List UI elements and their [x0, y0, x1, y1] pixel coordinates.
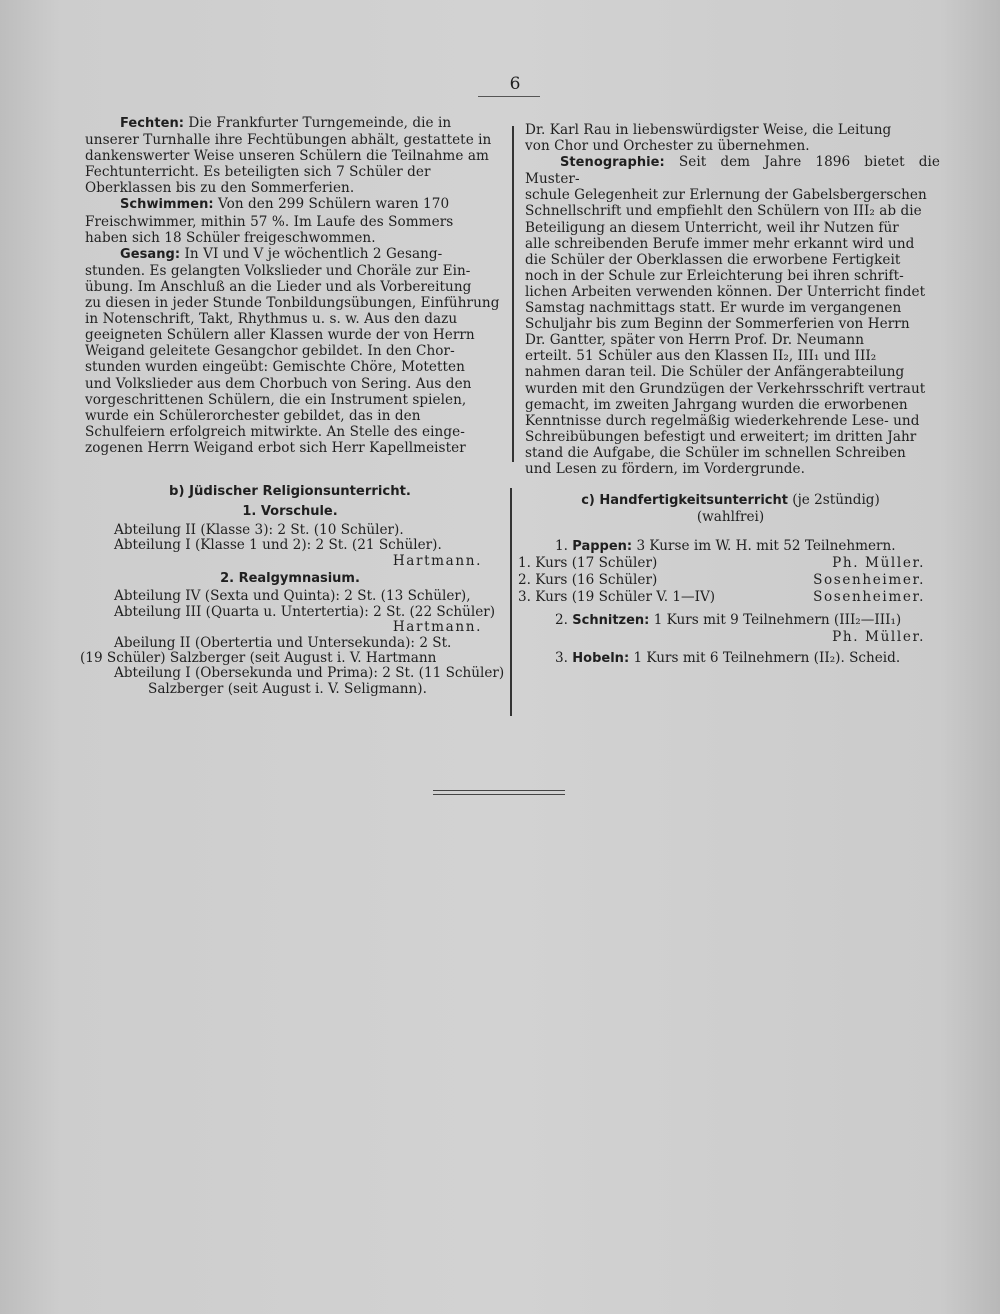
left-column-text	[85, 115, 500, 456]
paragraph-stenographie: Stenographie: Seit dem Jahre 1896 bietet die Muster- schule Gelegenheit zur Erlernung der Gabelsbergerschen Schnellschrift und empfiehlt den Schülern von III₂ ab die Beteiligung an diesem Unterricht, weil ihr Nutzen für alle schreibenden Berufe immer mehr erkannt wird und die Schüler der Oberklassen die erworbene Fertigkeit noch in der Schule zur Erleichterung bei ihren schrift- lichen Arbeiten verwenden können. Der Unterricht findet Samstag nachmittags statt. Er wurde im vergangenen Schuljahr bis zum Beginn der Sommerferien von Herrn Dr. Gantter, später von Herrn Prof. Dr. Neumann erteilt. 51 Schüler aus den Klassen II₂, III₁ und III₂ nahmen daran teil. Die Schüler der Anfängerabteilung wurden mit den Grundzügen der Verkehrsschrift vertraut gemacht, im zweiten Jahrgang wurden die erworbenen Kenntnisse durch regelmäßig wiederkehrende Lese- und Schreibübungen befestigt und erweitert; im dritten Jahr stand die Aufgabe, die Schüler im schnellen Schreiben und Lesen zu fördern, im Vordergrunde.	[525, 154, 940, 477]
vorschule-heading: 1. Vorschule.	[242, 504, 338, 520]
right-column-text	[525, 122, 940, 477]
kurs-row: 3. Kurs (19 Schüler V. 1—IV) Sosenheimer.	[518, 589, 925, 605]
page-number: 6	[509, 74, 521, 94]
section-b-heading: b) Jüdischer Religionsunterricht.	[169, 484, 411, 499]
stenographie-key: Stenographie:	[560, 155, 665, 171]
kurs-row: 1. Kurs (17 Schüler) Ph. Müller.	[518, 555, 925, 571]
section-b-juedischer-religionsunterricht: b) Jüdischer Religionsunterricht. 1. Vorschule. Abteilung II (Klasse 3): 2 St. (10 Schüler). Abteilung I (Klasse 1 und 2): 2 St. (21 Schüler). Hartmann. 2. Realgymnasium. Abteilung IV (Sexta und Quinta): 2 St. (13 Schüler), Abteilung III (Quarta u. Untertertia): 2 St. (22 Schüler) Hartmann. Abeilung II (Obertertia und Untersekunda): 2 St. (19 Schüler) Salzberger (seit August i. V. Hartmann Abteilung I (Obersekunda und Prima): 2 St. (11 Schüler) Salzberger (seit August i. V. Seligmann).	[80, 484, 505, 697]
column-divider-bottom	[510, 488, 512, 716]
paragraph-gesang: Gesang: In VI und V je wöchentlich 2 Gesang- stunden. Es gelangten Volkslieder und Choräle zur Ein- übung. Im Anschluß an die Lieder und als Vorbereitung zu diesen in jeder Stunde Tonbildungsübungen, Einführung in Notenschrift, Takt, Rhythmus u. s. w. Aus den dazu geeigneten Schülern aller Klassen wurde der von Herrn Weigand geleitete Gesangchor gebildet. In den Chor- stunden wurden eingeübt: Gemischte Chöre, Motetten und Volkslieder aus dem Chorbuch von Sering. Aus den vorgeschrittenen Schülern, die ein Instrument spielen, wurde ein Schülerorchester gebildet, das in den Schulfeiern erfolgreich mitwirkte. An Stelle des einge- zogenen Herrn Weigand erbot sich Herr Kapellmeister	[85, 245, 500, 456]
pappen-line: 1. Pappen: 3 Kurse im W. H. mit 52 Teilnehmern.	[555, 538, 896, 554]
vorschule-teacher: Hartmann.	[392, 552, 482, 569]
paragraph-rau: Dr. Karl Rau in liebenswürdigster Weise, die Leitung von Chor und Orchester zu übernehmen.	[525, 122, 892, 155]
realgymnasium-teacher: Hartmann.	[392, 619, 482, 636]
section-c-handfertigkeitsunterricht	[518, 492, 943, 667]
gesang-key: Gesang:	[120, 246, 181, 262]
kurs-row: 2. Kurs (16 Schüler) Sosenheimer.	[518, 572, 925, 588]
section-c-heading: c) Handfertigkeitsunterricht (je 2stündig)	[581, 492, 880, 508]
schnitzen-line: 2. Schnitzen: 1 Kurs mit 9 Teilnehmern (III₂—III₁)	[555, 612, 902, 628]
hobeln-line: 3. Hobeln: 1 Kurs mit 6 Teilnehmern (II₂). Scheid.	[555, 650, 901, 666]
page-number-rule	[478, 96, 540, 97]
schnitzen-teacher: Ph. Müller.	[832, 629, 925, 645]
end-ornament-rule	[433, 790, 565, 798]
paragraph-fechten: Fechten: Die Frankfurter Turngemeinde, die in unserer Turnhalle ihre Fechtübungen abhält, gestattete in dankenswerter Weise unseren Schülern die Teilnahme am Fechtunterricht. Es beteiligten sich 7 Schüler der Oberklassen bis zu den Sommerferien.	[85, 115, 492, 197]
fechten-key: Fechten:	[120, 116, 185, 131]
section-c-subheading: (wahlfrei)	[696, 509, 765, 525]
schwimmen-key: Schwimmen:	[120, 197, 214, 213]
realgymnasium-heading: 2. Realgymnasium.	[220, 571, 360, 587]
column-divider-top	[512, 126, 514, 462]
paragraph-schwimmen: Schwimmen: Von den 299 Schülern waren 170 Freischwimmer, mithin 57 %. Im Laufe des Sommers haben sich 18 Schüler freigeschwommen.	[85, 196, 454, 246]
